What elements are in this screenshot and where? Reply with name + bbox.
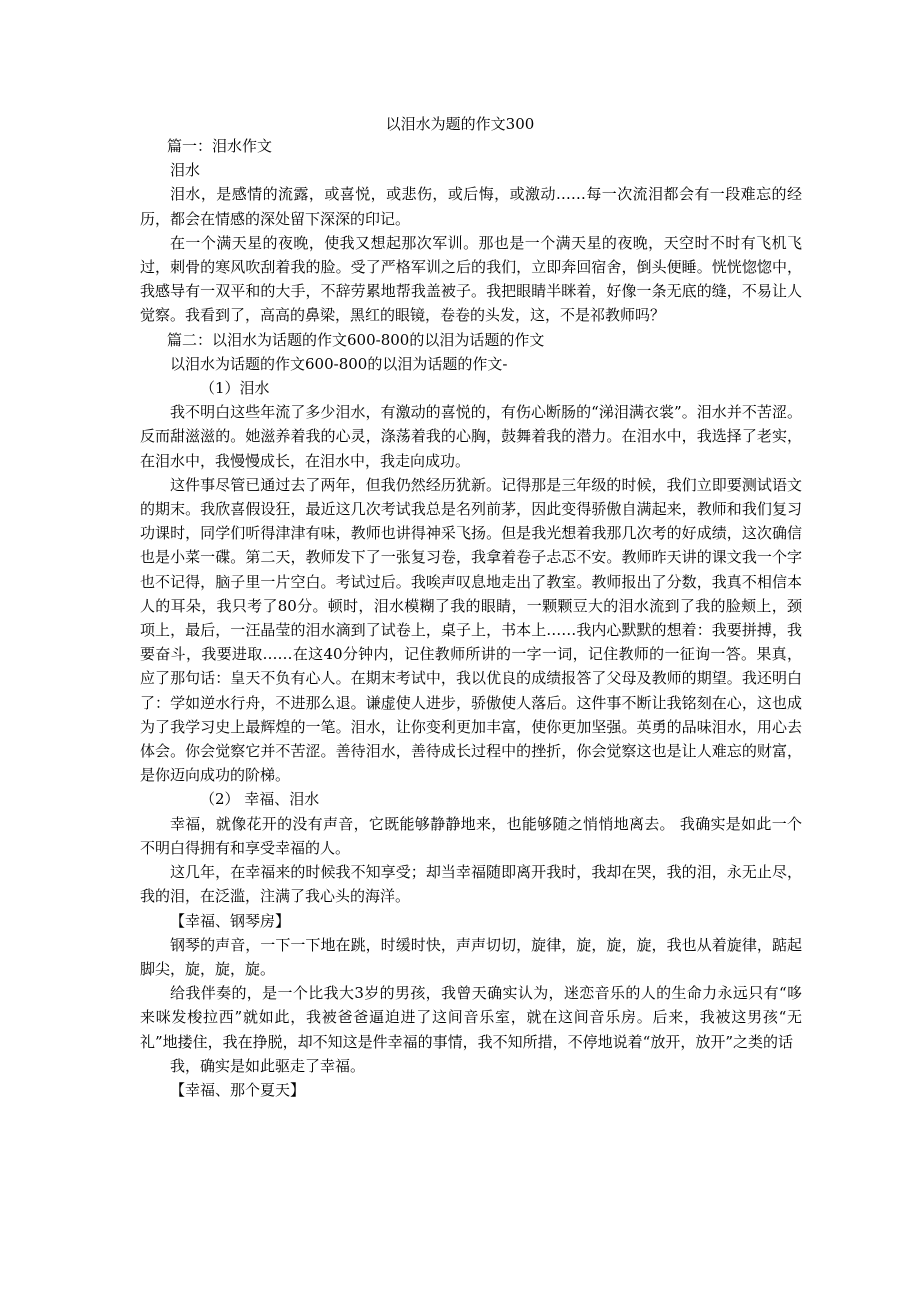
paragraph: 泪水 bbox=[170, 161, 201, 180]
paragraph: 以泪水为话题的作文600-800的以泪为话题的作文- bbox=[170, 354, 508, 373]
paragraph: 给我伴奏的，是一个比我大3岁的男孩，我曾天确实认为，迷恋音乐的人的生命力永远只有“哆来咪发梭拉西”就如此，我被爸爸逼迫进了这间音乐室，就在这间音乐房。后来，我被这男孩“无礼”地搂住，我在挣脱，却不知这是件幸福的事情，我不知所措，不停地说着“放开，放开”之类的话 bbox=[140, 984, 802, 1051]
section-heading: 篇一：泪水作文 bbox=[167, 137, 273, 155]
subsection-heading: （1）泪水 bbox=[200, 379, 270, 398]
paragraph: 我，确实是如此驱走了幸福。 bbox=[170, 1056, 366, 1075]
subsection-heading: （2） 幸福、泪水 bbox=[200, 790, 320, 809]
paragraph: 这件事尽管已通过去了两年，但我仍然经历犹新。记得那是三年级的时候，我们立即要测试语文的期末。我欣喜假设狂，最近这几次考试我总是名列前茅，因此变得骄傲自满起来，教师和我们复习功课时，同学们听得津津有味，教师也讲得神采飞扬。但是我光想着我那几次考的好成绩，这次确信也是小菜一碟。第二天，教师发下了一张复习卷，我拿着卷子忐忑不安。教师昨天讲的课文我一个字也不记得，脑子里一片空白。考试过后。我唉声叹息地走出了教室。教师报出了分数，我真不相信本人的耳朵，我只考了80分。顿时，泪水模糊了我的眼睛，一颗颗豆大的泪水流到了我的脸颊上，颈项上，最后，一汪晶莹的泪水滴到了试卷上，桌子上，书本上……我内心默默的想着：我要拼搏，我要奋斗，我要进取……在这40分钟内，记住教师所讲的一字一词，记住教师的一征询一答。果真，应了那句话：皇天不负有心人。在期末考试中，我以优良的成绩报答了父母及教师的期望。我还明白了：学如逆水行舟，不进那么退。谦虚使人进步，骄傲使人落后。这件事不断让我铭刻在心，这也成为了我学习史上最辉煌的一笔。泪水，让你变利更加丰富，使你更加坚强。英勇的品味泪水，用心去体会。你会觉察它并不苦涩。善待泪水，善待成长过程中的挫折，你会觉察这也是让人难忘的财富，是你迈向成功的阶梯。 bbox=[140, 475, 802, 785]
paragraph: 这几年，在幸福来的时候我不知享受；却当幸福随即离开我时，我却在哭，我的泪，永无止尽，我的泪，在泛滥，注满了我心头的海洋。 bbox=[140, 863, 802, 906]
document-title: 以泪水为题的作文300 bbox=[385, 115, 535, 133]
section-heading: 篇二：以泪水为话题的作文600-800的以泪为话题的作文 bbox=[167, 330, 545, 349]
bracket-heading: 【幸福、那个夏天】 bbox=[170, 1080, 306, 1099]
paragraph: 幸福，就像花开的没有声音，它既能够静静地来，也能够随之悄悄地离去。 我确实是如此一个不明白得拥有和享受幸福的人。 bbox=[140, 814, 802, 857]
paragraph: 泪水，是感情的流露，或喜悦，或悲伤，或后悔，或激动……每一次流泪都会有一段难忘的经历，都会在情感的深处留下深深的印记。 bbox=[140, 185, 802, 228]
bracket-heading: 【幸福、钢琴房】 bbox=[170, 911, 291, 930]
paragraph: 钢琴的声音，一下一下地在跳，时缓时快，声声切切，旋律，旋，旋，旋，我也从着旋律，踮起脚尖，旋，旋，旋。 bbox=[140, 935, 802, 978]
paragraph: 我不明白这些年流了多少泪水，有激动的喜悦的，有伤心断肠的“涕泪满衣裳”。泪水并不苦涩。反而甜滋滋的。她滋养着我的心灵，涤荡着我的心胸，鼓舞着我的潜力。在泪水中，我选择了老实，在泪水中，我慢慢成长，在泪水中，我走向成功。 bbox=[140, 403, 802, 470]
paragraph: 在一个满天星的夜晚，使我又想起那次军训。那也是一个满天星的夜晚，天空时不时有飞机飞过，刺骨的寒风吹刮着我的脸。受了严格军训之后的我们，立即奔回宿舍，倒头便睡。恍恍惚惚中，我感导有一双平和的大手，不辞劳累地帮我盖被子。我把眼睛半眯着，好像一条无底的缝，不易让人觉察。我看到了，高高的鼻梁，黑红的眼镜，卷卷的头发，这，不是祁教师吗？ bbox=[140, 233, 802, 325]
document-body bbox=[140, 134, 802, 1102]
